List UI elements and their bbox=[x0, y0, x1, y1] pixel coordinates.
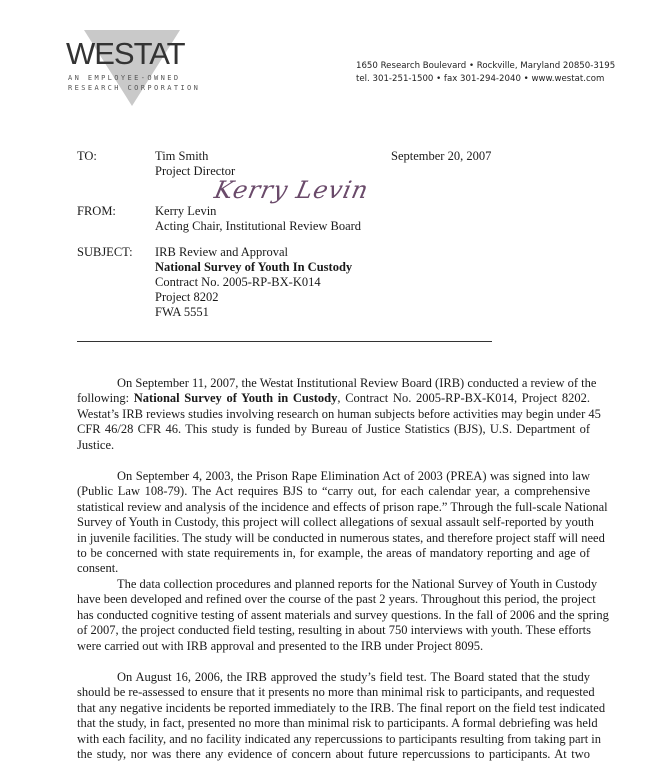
text-line: (Public Law 108-79). The Act requires BJS to “carry out, for each calendar year, a comprehensive bbox=[77, 484, 590, 499]
text-line: Survey of Youth in Custody, this project will collect allegations of sexual assault self-reported by youth bbox=[77, 515, 594, 530]
contact-line: tel. 301-251-1500 • fax 301-294-2040 • www.westat.com bbox=[356, 74, 605, 84]
text-line: that the study, in fact, presented no more than minimal risk to participants. A formal debriefing was held bbox=[77, 716, 598, 731]
text-line: that any negative incidents be reported immediately to the IRB. The final report on the field test indicated bbox=[77, 700, 606, 715]
paragraph-1 bbox=[77, 376, 601, 453]
logo-tagline-2: RESEARCH CORPORATION bbox=[68, 84, 201, 92]
text-line: The data collection procedures and planned reports for the National Survey of Youth in Custody bbox=[117, 577, 598, 591]
text-line: should be re-assessed to ensure that it presents no more than minimal risk to participants, and requested bbox=[77, 685, 595, 700]
text-line: On August 16, 2006, the IRB approved the study’s field test. The Board stated that the study bbox=[117, 670, 590, 684]
text-line: On September 11, 2007, the Westat Institutional Review Board (IRB) conducted a review of the bbox=[117, 376, 597, 390]
text-line: Justice. bbox=[77, 437, 115, 452]
company-logo: WESTAT bbox=[66, 36, 185, 71]
subject-line: IRB Review and Approval bbox=[155, 245, 288, 259]
text-line: with each facility, and no facility indicated any repercussions to participants resulting from taking part in bbox=[77, 731, 602, 746]
paragraph-2 bbox=[77, 469, 608, 577]
subject-label: SUBJECT: bbox=[77, 245, 133, 259]
address-line: 1650 Research Boulevard • Rockville, Maryland 20850-3195 bbox=[356, 61, 616, 71]
text-line: CFR 46/28 CFR 46. This study is funded by Bureau of Justice Statistics (BJS), U.S. Department of bbox=[77, 422, 590, 437]
to-label: TO: bbox=[77, 149, 97, 163]
to-title: Project Director bbox=[155, 164, 236, 178]
text-line: in juvenile facilities. The study will be conducted in numerous states, and therefore project staff will need bbox=[77, 530, 605, 545]
text-run: following: bbox=[77, 391, 134, 406]
text-line bbox=[77, 391, 590, 406]
text-line: were carried out with IRB approval and presented to the IRB under Project 8095. bbox=[77, 638, 484, 653]
paragraph-4 bbox=[77, 670, 606, 762]
text-line: consent. bbox=[77, 561, 119, 576]
to-name: Tim Smith bbox=[155, 149, 209, 163]
text-line: the study, nor was there any evidence of concern about future repercussions to participants. At two bbox=[77, 747, 590, 762]
subject-project: Project 8202 bbox=[155, 290, 219, 304]
text-line: have been developed and refined over the course of the past 2 years. Throughout this period, the project bbox=[77, 592, 596, 607]
memo-date: September 20, 2007 bbox=[391, 149, 492, 163]
text-line: to be concerned with state requirements in, for example, the areas of mandatory reporting and age of bbox=[77, 546, 590, 561]
from-label: FROM: bbox=[77, 204, 116, 218]
text-line: has conducted cognitive testing of assent materials and survey questions. In the fall of 2006 and the spring bbox=[77, 607, 609, 622]
text-line: of 2007, the project conducted field testing, resulting in about 750 interviews with youth. These efforts bbox=[77, 623, 592, 638]
from-title: Acting Chair, Institutional Review Board bbox=[155, 219, 362, 233]
subject-contract: Contract No. 2005-RP-BX-K014 bbox=[155, 275, 321, 289]
logo-tagline-1: AN EMPLOYEE-OWNED bbox=[68, 74, 181, 82]
text-line: Westat’s IRB reviews studies involving research on human subjects before activities may begin under 45 bbox=[77, 406, 601, 421]
signature: Kerry Levin bbox=[212, 176, 372, 204]
text-line: statistical review and analysis of the incidence and effects of prison rape.” Through the full-scale National bbox=[77, 499, 608, 514]
text-line: On September 4, 2003, the Prison Rape Elimination Act of 2003 (PREA) was signed into law bbox=[117, 469, 590, 483]
paragraph-3 bbox=[77, 577, 609, 654]
study-title-bold: National Survey of Youth in Custody bbox=[133, 391, 338, 406]
divider bbox=[77, 341, 492, 342]
subject-study-title: National Survey of Youth In Custody bbox=[155, 260, 353, 274]
from-name: Kerry Levin bbox=[155, 204, 217, 218]
text-run: , Contract No. 2005-RP-BX-K014, Project 8202. bbox=[337, 391, 590, 406]
subject-fwa: FWA 5551 bbox=[155, 305, 209, 319]
